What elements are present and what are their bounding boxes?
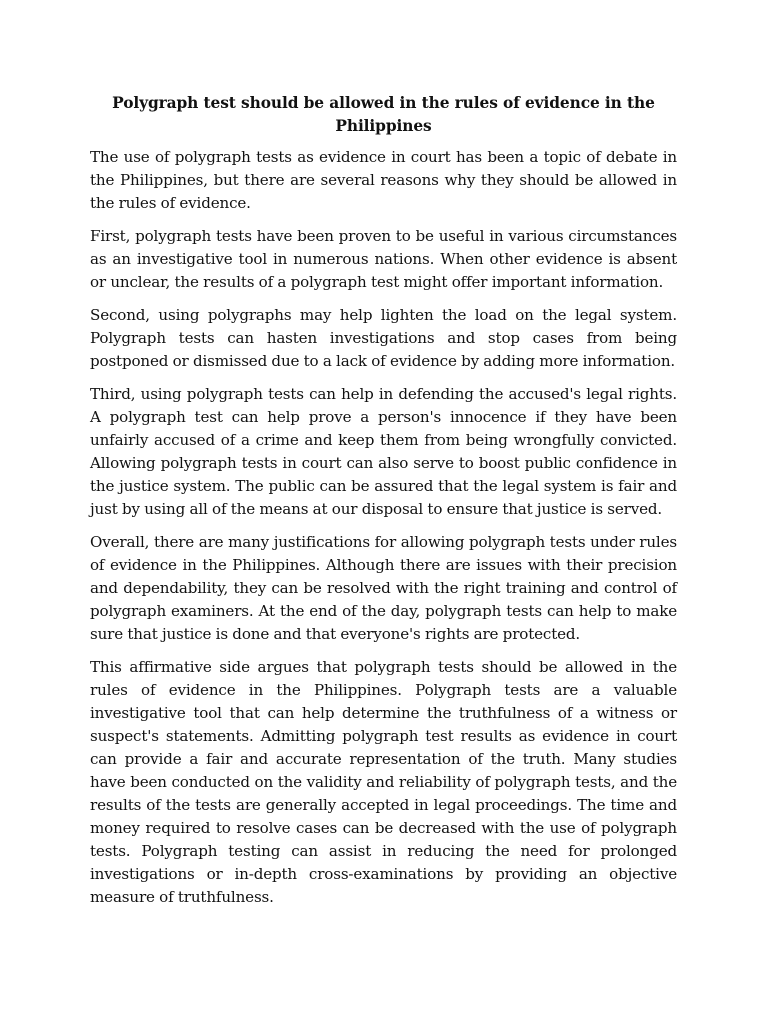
paragraph-first: First, polygraph tests have been proven to be useful in various circumstances as an investigative tool in numerous nations. When other evidence is absent or unclear, the results of a polygraph test might offer important information. [90, 227, 677, 291]
paragraph-third: Third, using polygraph tests can help in defending the accused's legal rights. A polygraph test can help prove a person's innocence if they have been unfairly accused of a crime and keep them from being wrongfully convicted. Allowing polygraph tests in court can also serve to boost public confidence in the justice system. The public can be assured that the legal system is fair and just by using all of the means at our disposal to ensure that justice is served. [90, 385, 677, 518]
document-title: Polygraph test should be allowed in the rules of evidence in the Philippines [112, 94, 655, 135]
document-page [90, 92, 677, 919]
paragraph-second: Second, using polygraphs may help lighten the load on the legal system. Polygraph tests can hasten investigations and stop cases from being postponed or dismissed due to a lack of evidence by adding more information. [90, 306, 677, 370]
paragraph-overall: Overall, there are many justifications for allowing polygraph tests under rules of evidence in the Philippines. Although there are issues with their precision and dependability, they can be resolved with the right training and control of polygraph examiners. At the end of the day, polygraph tests can help to make sure that justice is done and that everyone's rights are protected. [90, 533, 677, 643]
paragraph-affirmative: This affirmative side argues that polygraph tests should be allowed in the rules of evidence in the Philippines. Polygraph tests are a valuable investigative tool that can help determine the truthfulness of a witness or suspect's statements. Admitting polygraph test results as evidence in court can provide a fair and accurate representation of the truth. Many studies have been conducted on the validity and reliability of polygraph tests, and the results of the tests are generally accepted in legal proceedings. The time and money required to resolve cases can be decreased with the use of polygraph tests. Polygraph testing can assist in reducing the need for prolonged investigations or in-depth cross-examinations by providing an objective measure of truthfulness. [90, 658, 677, 906]
paragraph-intro: The use of polygraph tests as evidence in court has been a topic of debate in the Philippines, but there are several reasons why they should be allowed in the rules of evidence. [90, 148, 677, 212]
